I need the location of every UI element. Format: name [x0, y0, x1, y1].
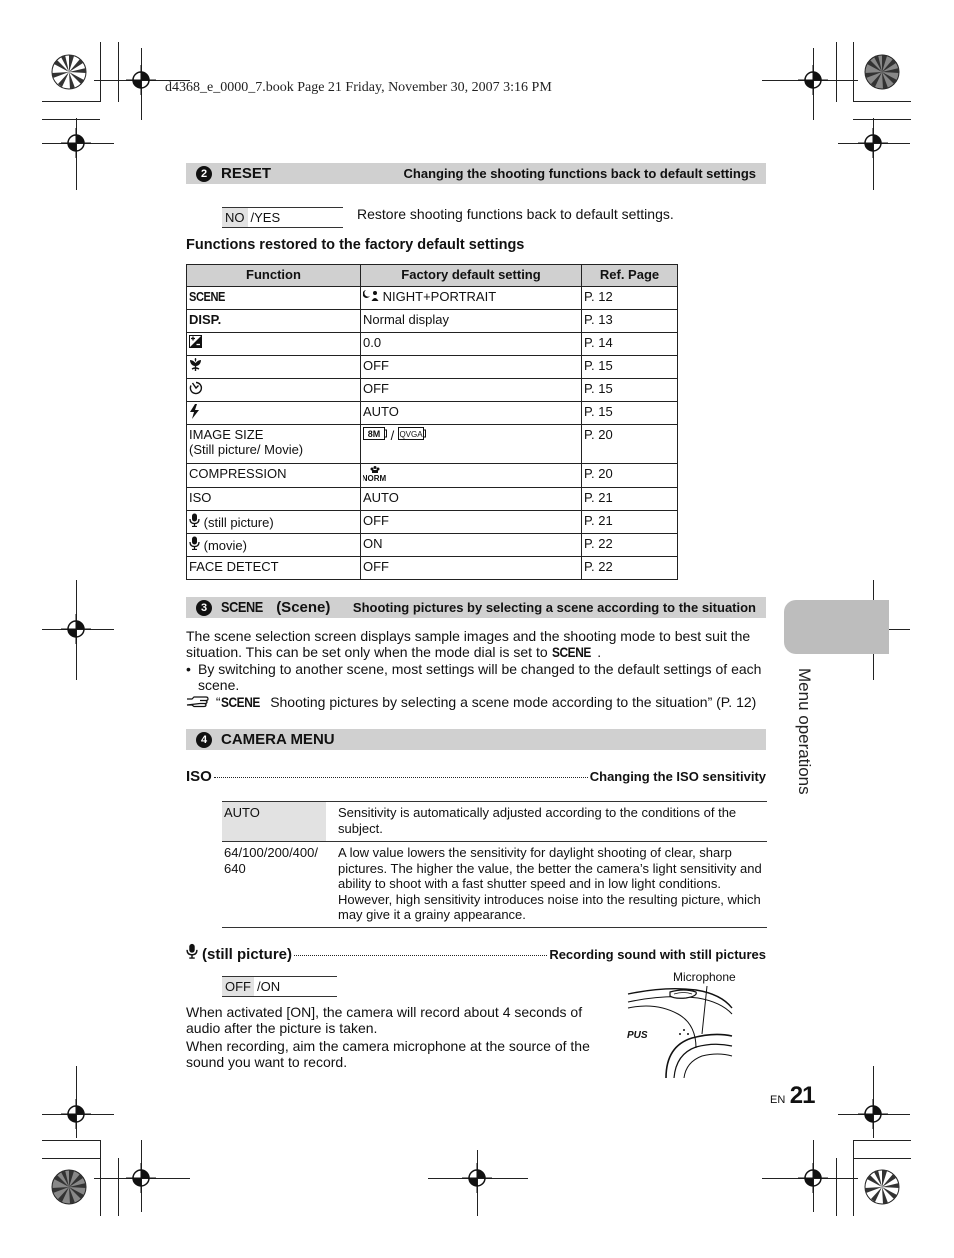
table-row: [187, 287, 678, 310]
scene-reference: [186, 694, 776, 710]
scene-mode-icon: SCENE: [551, 644, 591, 660]
reset-description: Restore shooting functions back to default settings.: [357, 206, 674, 222]
reset-title: RESET: [221, 165, 272, 182]
still-picture-options: [222, 976, 337, 997]
table-cell: P. 21: [582, 488, 678, 511]
table-cell: ON: [361, 534, 582, 557]
still-picture-paragraph-1: When activated [ON], the camera will record about 4 seconds of audio after the picture is taken.: [186, 1004, 583, 1036]
scene-mode-icon: SCENE: [189, 289, 225, 304]
table-cell: ISO: [187, 488, 361, 511]
iso-option-values[interactable]: 64/100/200/400/ 640: [224, 845, 318, 876]
table-cell: IMAGE SIZE: [189, 427, 264, 442]
color-target-icon: [864, 1169, 900, 1205]
table-cell: P. 21: [582, 511, 678, 534]
scene-paragraph-text: The scene selection screen displays sample images and the shooting mode to best suit the situation. This can be set only when the mode dial is set to: [186, 628, 751, 660]
table-cell: NIGHT+PORTRAIT: [382, 289, 497, 304]
table-cell: DISP.: [187, 310, 361, 333]
functions-heading: Functions restored to the factory default settings: [186, 237, 525, 253]
table-row: [222, 842, 767, 928]
table-cell: P. 15: [582, 356, 678, 379]
table-row: [187, 511, 678, 534]
table-cell: OFF: [361, 511, 582, 534]
color-target-icon: [51, 54, 87, 90]
table-cell: /: [390, 428, 395, 443]
section-number-badge: 4: [196, 732, 212, 748]
side-tab: [784, 600, 889, 654]
table-row: [187, 534, 678, 557]
table-cell: P. 12: [582, 287, 678, 310]
registration-mark-icon: [61, 128, 91, 158]
table-header-row: [187, 265, 678, 287]
option-off[interactable]: OFF: [222, 977, 254, 996]
table-cell: P. 15: [582, 402, 678, 425]
table-cell: COMPRESSION: [187, 464, 361, 488]
registration-mark-icon: [126, 1163, 156, 1193]
registration-mark-icon: [798, 65, 828, 95]
table-cell: (still picture): [203, 515, 274, 530]
table-cell: P. 20: [582, 425, 678, 464]
macro-icon: [189, 358, 202, 371]
table-row: [187, 402, 678, 425]
column-header: Ref. Page: [582, 265, 678, 287]
iso-option-description: Sensitivity is automatically adjusted according to the conditions of the subject.: [338, 805, 737, 836]
table-cell: Normal display: [361, 310, 582, 333]
scene-subtitle: Shooting pictures by selecting a scene according to the situation: [352, 600, 756, 615]
svg-text:QVGA: QVGA: [399, 430, 423, 439]
table-cell: P. 20: [582, 464, 678, 488]
option-on[interactable]: /ON: [257, 979, 281, 994]
camera-menu-title: CAMERA MENU: [221, 731, 335, 748]
normal-compression-icon: [363, 466, 387, 482]
language-code: EN: [770, 1094, 786, 1106]
color-target-icon: [864, 54, 900, 90]
still-picture-heading: [186, 943, 766, 963]
table-cell: AUTO: [361, 402, 582, 425]
table-cell: (movie): [203, 538, 247, 553]
still-picture-description: Recording sound with still pictures: [549, 947, 766, 962]
svg-text:NORM: NORM: [363, 474, 387, 482]
pointing-hand-icon: [186, 695, 212, 709]
registration-mark-icon: [858, 128, 888, 158]
scene-bullet-text: By switching to another scene, most settings will be changed to the default settings of each scene.: [198, 661, 762, 693]
table-row: [187, 310, 678, 333]
scene-bullet: [186, 661, 766, 693]
table-cell: P. 15: [582, 379, 678, 402]
page-number-value: 21: [789, 1082, 815, 1109]
camera-brand-fragment: PUS: [627, 1030, 648, 1041]
bullet-icon: •: [186, 661, 191, 677]
reset-section-bar: [186, 163, 766, 184]
table-row: [222, 802, 767, 842]
table-cell: (Still picture/ Movie): [189, 442, 304, 457]
color-target-icon: [51, 1169, 87, 1205]
table-row: [187, 356, 678, 379]
scene-mode-icon: SCENE: [221, 599, 263, 616]
exposure-compensation-icon: [189, 335, 202, 348]
registration-mark-icon: [462, 1163, 492, 1193]
image-size-8m-icon: [363, 427, 387, 440]
side-tab-label: Menu operations: [795, 668, 814, 795]
registration-mark-icon: [61, 1099, 91, 1129]
microphone-icon: [189, 513, 200, 527]
registration-mark-icon: [858, 1099, 888, 1129]
scene-section-bar: [186, 597, 766, 618]
table-cell: 0.0: [361, 333, 582, 356]
page-number: [770, 1082, 814, 1110]
registration-mark-icon: [126, 65, 156, 95]
scene-title: (Scene): [276, 599, 331, 616]
night-portrait-icon: [363, 289, 379, 301]
still-picture-label: (still picture): [202, 946, 293, 963]
column-header: Factory default setting: [361, 265, 582, 287]
scene-reference-text[interactable]: Shooting pictures by selecting a scene mode according to the situation” (P. 12): [270, 694, 757, 710]
section-number-badge: 3: [196, 600, 212, 616]
iso-description: Changing the ISO sensitivity: [589, 769, 766, 784]
section-number-badge: 2: [196, 166, 212, 182]
reset-subtitle: Changing the shooting functions back to default settings: [403, 166, 756, 181]
scene-paragraph: The scene selection screen displays sample images and the shooting mode to best suit the situation. This can be set only when the mode dial is set to SCENE .: [186, 628, 751, 660]
scene-mode-icon: SCENE: [220, 694, 260, 710]
table-cell: P. 22: [582, 557, 678, 580]
leader-dots: [294, 955, 547, 956]
table-row: [187, 488, 678, 511]
table-cell: AUTO: [361, 488, 582, 511]
iso-option-auto[interactable]: AUTO: [222, 802, 326, 842]
table-cell: P. 14: [582, 333, 678, 356]
table-cell: OFF: [361, 557, 582, 580]
leader-dots: [214, 777, 588, 778]
table-cell: FACE DETECT: [187, 557, 361, 580]
option-no[interactable]: NO: [222, 208, 248, 227]
registration-mark-icon: [61, 614, 91, 644]
table-row: [187, 379, 678, 402]
iso-option-description: A low value lowers the sensitivity for daylight shooting of clear, sharp pictures. The higher the value, the better the camera’s light sensitivity and ability to shoot with a fast shutter speed and in low light conditions. However, high sensitivity introduces noise into the resulting picture, which may give it a grainy appearance.: [338, 845, 762, 922]
table-row: [187, 557, 678, 580]
microphone-icon: [186, 943, 198, 959]
image-size-qvga-icon: [398, 427, 426, 440]
microphone-icon: [189, 536, 200, 550]
table-cell: OFF: [361, 379, 582, 402]
reset-options: [222, 207, 343, 228]
column-header: Function: [187, 265, 361, 287]
camera-menu-section-bar: [186, 729, 766, 750]
camera-illustration: [626, 984, 736, 1078]
iso-table: [222, 801, 767, 928]
file-header: d4368_e_0000_7.book Page 21 Friday, November 30, 2007 3:16 PM: [165, 80, 552, 95]
iso-heading: [186, 768, 766, 785]
registration-mark-icon: [798, 1163, 828, 1193]
table-cell: P. 22: [582, 534, 678, 557]
option-yes[interactable]: /YES: [250, 210, 281, 225]
table-cell: OFF: [361, 356, 582, 379]
defaults-table: [186, 264, 678, 580]
still-picture-paragraph-2: When recording, aim the camera microphone at the source of the sound you want to record.: [186, 1038, 590, 1070]
table-row: [187, 464, 678, 488]
self-timer-icon: [189, 381, 203, 395]
table-row: [187, 333, 678, 356]
table-cell: P. 13: [582, 310, 678, 333]
iso-label: ISO: [186, 768, 212, 785]
flash-icon: [189, 404, 200, 419]
microphone-label: Microphone: [673, 970, 736, 984]
table-row: [187, 425, 678, 464]
ref-quote: “: [215, 694, 221, 710]
svg-text:8M: 8M: [367, 429, 381, 439]
